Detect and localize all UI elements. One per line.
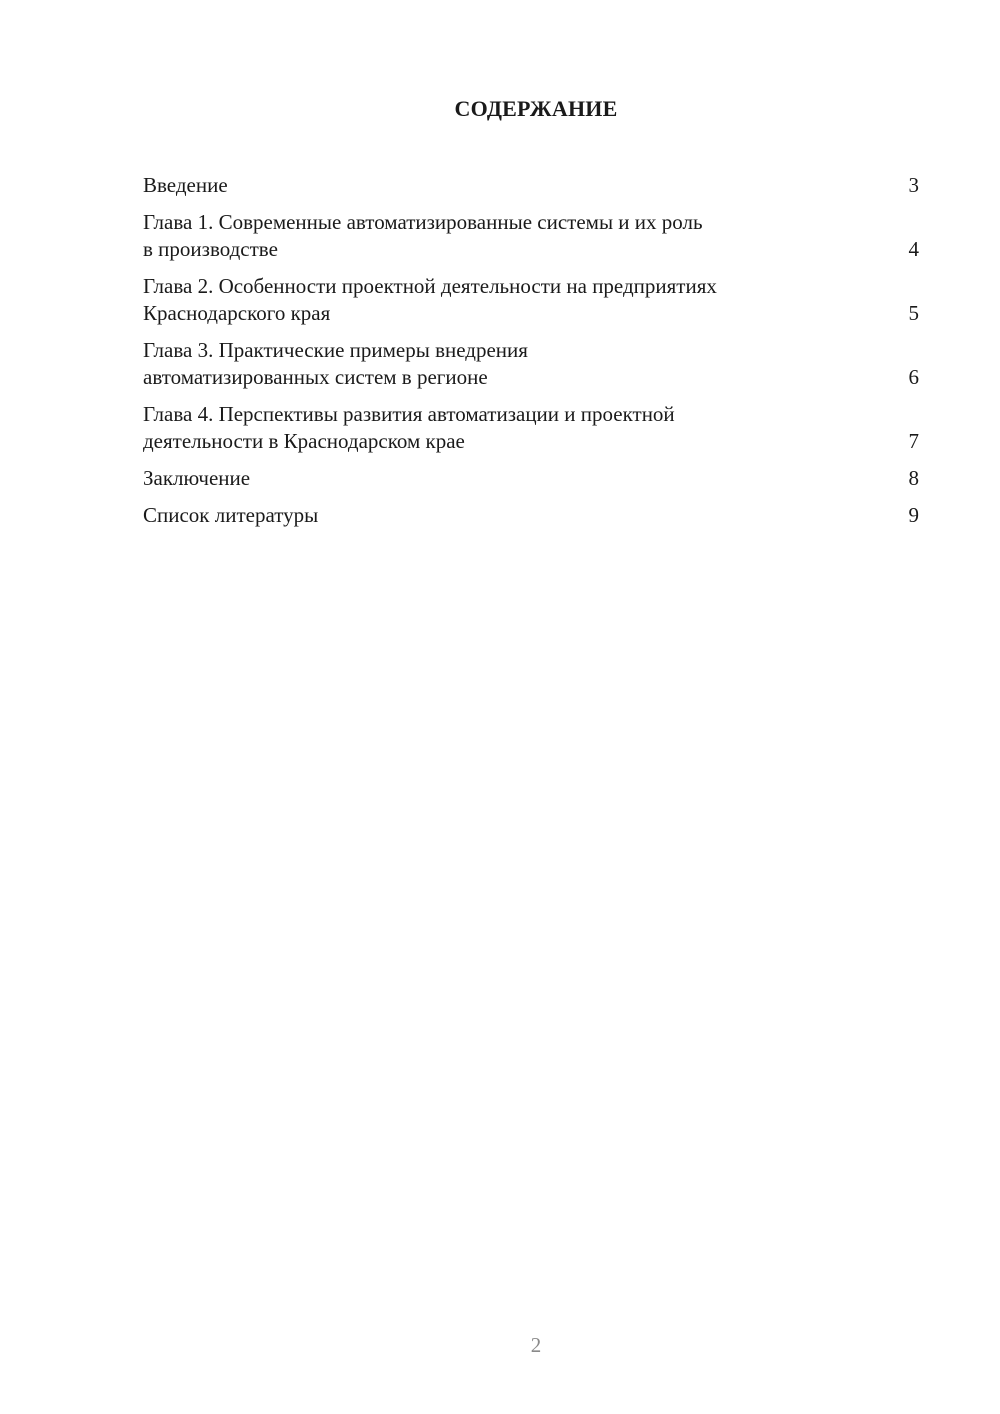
page-number: 2 <box>530 1333 542 1357</box>
toc-entry-label: Глава 3. Практические примеры внедрения автоматизированных систем в регионе <box>143 338 528 389</box>
toc-entry-label: Список литературы <box>143 503 319 527</box>
toc-entry-chapter-3 <box>143 337 919 391</box>
toc-entry-page: 5 <box>908 301 919 325</box>
toc-entry-label: Глава 4. Перспективы развития автоматизации и проектной деятельности в Краснодарском крае <box>143 402 675 453</box>
toc-entry-chapter-4 <box>143 401 919 455</box>
toc-entry-conclusion <box>143 465 919 492</box>
toc-entry-references <box>143 502 919 529</box>
toc-entry-label: Заключение <box>143 466 251 490</box>
toc-entry-page: 7 <box>908 429 919 453</box>
toc-entry-chapter-1 <box>143 209 919 263</box>
toc-entry-page: 3 <box>908 173 919 197</box>
toc-entry-page: 4 <box>908 237 919 261</box>
toc-entry-label: Глава 1. Современные автоматизированные системы и их роль в производстве <box>143 210 703 261</box>
toc-entry-page: 6 <box>908 365 919 389</box>
toc-entry-introduction <box>143 172 919 199</box>
toc-entry-page: 9 <box>908 503 919 527</box>
table-of-contents <box>143 172 919 539</box>
toc-entry-label: Введение <box>143 173 228 197</box>
page-title: СОДЕРЖАНИЕ <box>454 96 618 121</box>
toc-entry-chapter-2 <box>143 273 919 327</box>
toc-entry-page: 8 <box>908 466 919 490</box>
toc-entry-label: Глава 2. Особенности проектной деятельности на предприятиях Краснодарского края <box>143 274 717 325</box>
